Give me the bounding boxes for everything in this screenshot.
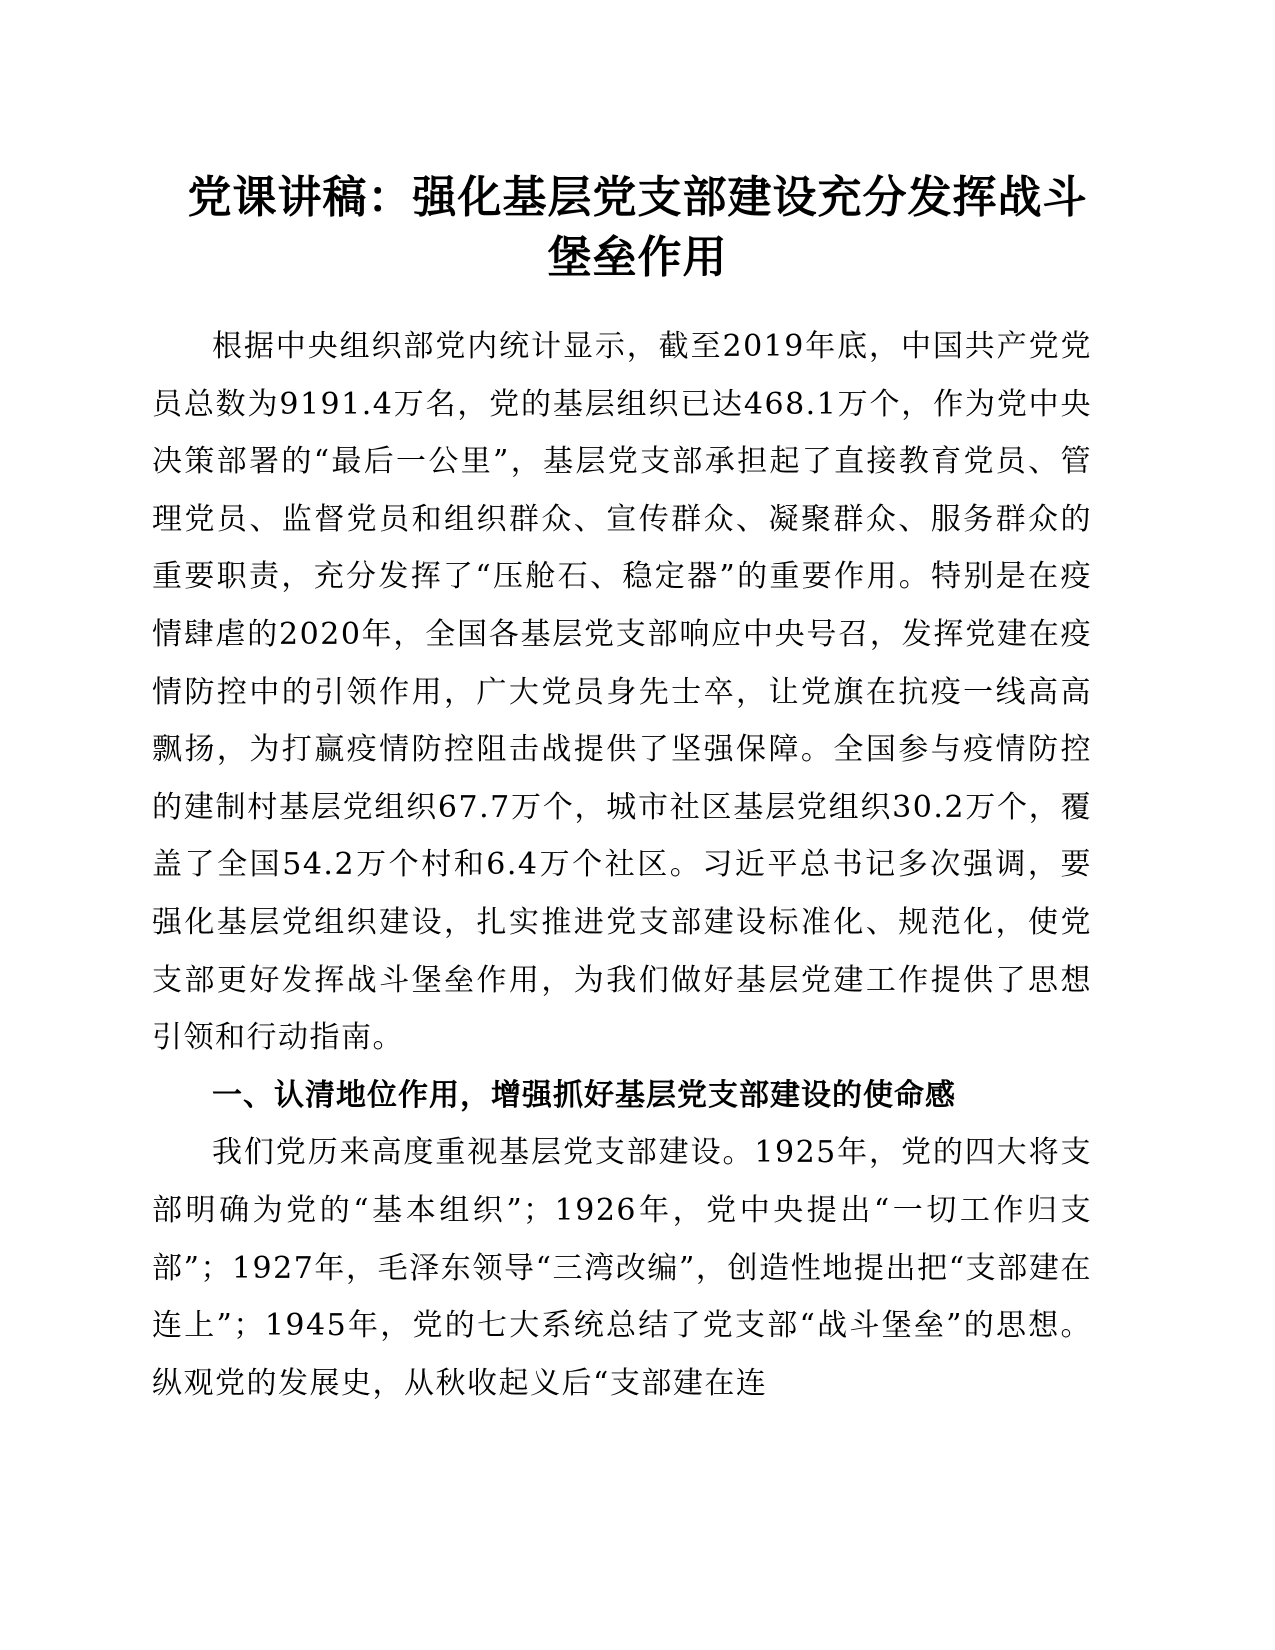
- title-line-2: 堡垒作用: [547, 232, 728, 283]
- document-body: [152, 318, 1092, 1412]
- paragraph-intro: 根据中央组织部党内统计显示，截至2019年底，中国共产党党员总数为9191.4万名，党的基层组织已达468.1万个，作为党中央决策部署的“最后一公里”，基层党支部承担起了直接教育党员、管理党员、监督党员和组织群众、宣传群众、凝聚群众、服务群众的重要职责，充分发挥了“压舱石、稳定器”的重要作用。特别是在疫情肆虐的2020年，全国各基层党支部响应中央号召，发挥党建在疫情防控中的引领作用，广大党员身先士卒，让党旗在抗疫一线高高飘扬，为打赢疫情防控阻击战提供了坚强保障。全国参与疫情防控的建制村基层党组织67.7万个，城市社区基层党组织30.2万个，覆盖了全国54.2万个村和6.4万个社区。习近平总书记多次强调，要强化基层党组织建设，扎实推进党支部建设标准化、规范化，使党支部更好发挥战斗堡垒作用，为我们做好基层党建工作提供了思想引领和行动指南。: [152, 329, 1092, 1056]
- paragraph-history: 我们党历来高度重视基层党支部建设。1925年，党的四大将支部明确为党的“基本组织”；1926年，党中央提出“一切工作归支部”；1927年，毛泽东领导“三湾改编”，创造性地提出把“支部建在连上”；1945年，党的七大系统总结了党支部“战斗堡垒”的思想。纵观党的发展史，从秋收起义后“支部建在连: [152, 1135, 1092, 1401]
- title-line-1: 党课讲稿：强化基层党支部建设充分发挥战斗: [187, 172, 1088, 223]
- section-heading-1: 一、认清地位作用，增强抓好基层党支部建设的使命感: [212, 1077, 956, 1113]
- document-title: [130, 168, 1145, 288]
